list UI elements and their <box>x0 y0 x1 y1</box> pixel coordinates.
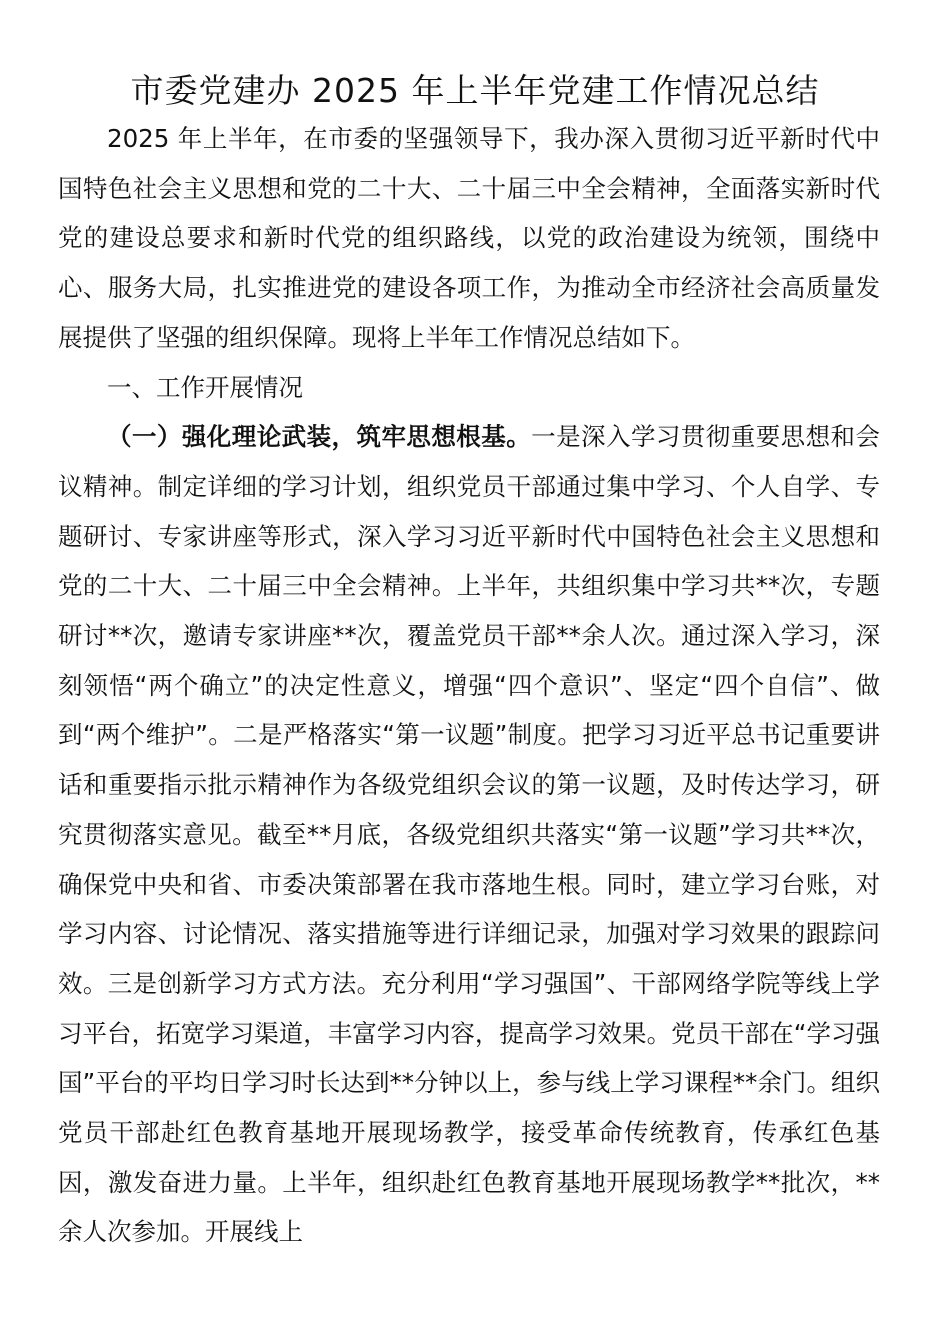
subsection-body: 一是深入学习贯彻重要思想和会议精神。制定详细的学习计划，组织党员干部通过集中学习、个人自学、专题研讨、专家讲座等形式，深入学习习近平新时代中国特色社会主义思想和党的二十大、二十届三中全会精神。上半年，共组织集中学习共**次，专题研讨**次，邀请专家讲座**次，覆盖党员干部**余人次。通过深入学习，深刻领悟“两个确立”的决定性意义，增强“四个意识”、坚定“四个自信”、做到“两个维护”。二是严格落实“第一议题”制度。把学习习近平总书记重要讲话和重要指示批示精神作为各级党组织会议的第一议题，及时传达学习，研究贯彻落实意见。截至**月底，各级党组织共落实“第一议题”学习共**次，确保党中央和省、市委决策部署在我市落地生根。同时，建立学习台账，对学习内容、讨论情况、落实措施等进行详细记录，加强对学习效果的跟踪问效。三是创新学习方式方法。充分利用“学习强国”、干部网络学院等线上学习平台，拓宽学习渠道，丰富学习内容，提高学习效果。党员干部在“学习强国”平台的平均日学习时长达到**分钟以上，参与线上学习课程**余门。组织党员干部赴红色教育基地开展现场教学，接受革命传统教育，传承红色基因，激发奋进力量。上半年，组织赴红色教育基地开展现场教学**批次，**余人次参加。开展线上 <box>58 422 881 1247</box>
intro-paragraph: 2025 年上半年，在市委的坚强领导下，我办深入贯彻习近平新时代中国特色社会主义思想和党的二十大、二十届三中全会精神，全面落实新时代党的建设总要求和新时代党的组织路线，以党的政治建设为统领，围绕中心、服务大局，扎实推进党的建设各项工作，为推动全市经济社会高质量发展提供了坚强的组织保障。现将上半年工作情况总结如下。 <box>58 124 880 352</box>
subsection-paragraph <box>58 412 880 1257</box>
document-title: 市委党建办 2025 年上半年党建工作情况总结 <box>130 71 820 110</box>
subsection-heading: （一）强化理论武装，筑牢思想根基。 <box>107 422 532 452</box>
section-heading: 一、工作开展情况 <box>107 372 303 402</box>
document-body <box>58 114 880 1257</box>
